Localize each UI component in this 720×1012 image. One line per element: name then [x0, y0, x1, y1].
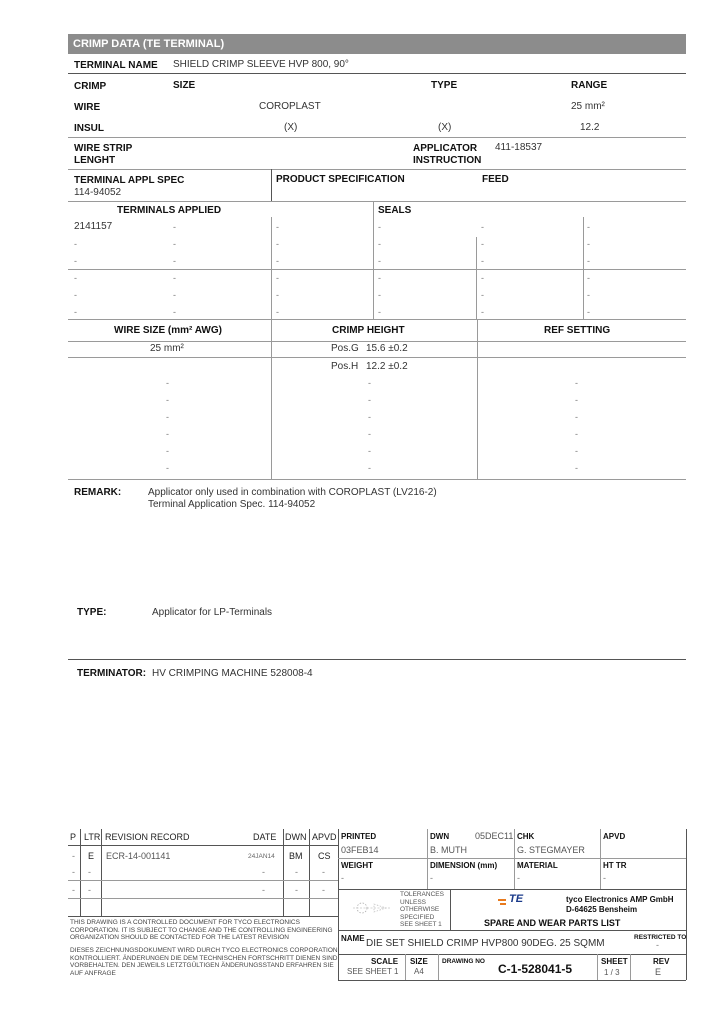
size-label: SIZE: [410, 957, 428, 966]
empty-cell-dash: -: [166, 463, 169, 473]
empty-cell-dash: -: [587, 256, 590, 266]
empty-cell-dash: -: [88, 885, 91, 895]
appl-spec-value: 114-94052: [74, 187, 122, 198]
empty-cell-dash: -: [166, 395, 169, 405]
empty-cell-dash: -: [378, 290, 381, 300]
divider: [309, 829, 310, 916]
empty-cell-dash: -: [166, 412, 169, 422]
wire-size-value: COROPLAST: [259, 101, 321, 112]
pos-g-value: 15.6 ±0.2: [366, 343, 408, 354]
restricted-label: RESTRICTED TO: [634, 934, 687, 941]
insul-range-value: 12.2: [580, 122, 600, 133]
empty-cell-dash: -: [368, 395, 371, 405]
divider: [68, 169, 686, 170]
dimension-label: DIMENSION (mm): [430, 861, 498, 870]
empty-cell-dash: -: [575, 429, 578, 439]
empty-cell-dash: -: [74, 239, 77, 249]
divider: [68, 479, 686, 480]
divider: [338, 858, 686, 859]
empty-cell-dash: -: [166, 378, 169, 388]
crimp-height-label: CRIMP HEIGHT: [332, 325, 405, 336]
scale-value: SEE SHEET 1: [347, 967, 399, 976]
empty-cell-dash: -: [575, 463, 578, 473]
divider: [514, 829, 515, 889]
col-type: TYPE: [431, 80, 458, 91]
divider: [68, 357, 686, 358]
printed-value: 03FEB14: [341, 845, 379, 855]
httr-label: HT TR: [603, 861, 627, 870]
rev-apvd: CS: [318, 851, 331, 861]
divider: [597, 954, 598, 980]
empty-cell-dash: -: [603, 873, 606, 883]
scale-label: SCALE: [371, 957, 399, 966]
empty-cell-dash: -: [341, 873, 344, 883]
material-label: MATERIAL: [517, 861, 558, 870]
rev-ltr: E: [88, 851, 95, 861]
empty-cell-dash: -: [295, 867, 298, 877]
divider: [450, 889, 451, 930]
empty-cell-dash: -: [166, 446, 169, 456]
empty-cell-dash: -: [74, 307, 77, 317]
pos-h-value: 12.2 ±0.2: [366, 361, 408, 372]
product-spec-label: PRODUCT SPECIFICATION: [276, 174, 405, 185]
col-range: RANGE: [571, 80, 608, 91]
empty-cell-dash: -: [575, 395, 578, 405]
empty-cell-dash: -: [262, 885, 265, 895]
rev-col-apvd: APVD: [312, 832, 337, 842]
divider: [583, 217, 584, 319]
empty-cell-dash: -: [72, 885, 75, 895]
rev-col-record: REVISION RECORD: [105, 832, 190, 842]
empty-cell-dash: -: [173, 273, 176, 283]
empty-cell-dash: -: [517, 873, 520, 883]
divider: [271, 217, 272, 319]
type-value: Applicator for LP-Terminals: [152, 607, 273, 618]
empty-cell-dash: -: [575, 446, 578, 456]
header-bar: [68, 34, 686, 54]
tolerance-note: TOLERANCES UNLESS OTHERWISE SPECIFIED SEE SHEET 1: [400, 891, 444, 928]
empty-cell-dash: -: [481, 290, 484, 300]
empty-cell-dash: -: [368, 463, 371, 473]
empty-cell-dash: -: [74, 290, 77, 300]
empty-cell-dash: -: [276, 239, 279, 249]
divider: [338, 889, 686, 890]
empty-cell-dash: -: [378, 256, 381, 266]
restricted-dash: -: [656, 940, 659, 950]
applicator-label: APPLICATOR: [413, 143, 478, 154]
insul-type-value: (X): [438, 122, 452, 133]
dwn-name: B. MUTH: [430, 845, 467, 855]
insul-size-value: (X): [284, 122, 298, 133]
drawing-no-value: C-1-528041-5: [498, 962, 573, 976]
empty-cell-dash: -: [173, 222, 176, 232]
wire-size-value: 25 mm²: [150, 343, 184, 354]
empty-cell-dash: -: [481, 273, 484, 283]
empty-cell-dash: -: [276, 222, 279, 232]
empty-cell-dash: -: [481, 307, 484, 317]
divider: [68, 916, 338, 917]
company-city: D-64625 Bensheim: [566, 905, 638, 914]
divider: [68, 898, 338, 899]
page-title: CRIMP DATA (TE TERMINAL): [73, 38, 225, 50]
insul-label: INSUL: [74, 123, 104, 134]
empty-cell-dash: -: [276, 273, 279, 283]
length-label: LENGHT: [74, 155, 116, 166]
empty-cell-dash: -: [74, 256, 77, 266]
divider: [68, 269, 686, 270]
empty-cell-dash: -: [322, 867, 325, 877]
empty-cell-dash: -: [587, 222, 590, 232]
dwn-label: DWN: [430, 832, 450, 841]
empty-cell-dash: -: [481, 256, 484, 266]
terminals-applied-label: TERMINALS APPLIED: [117, 205, 222, 216]
chk-label: CHK: [517, 832, 535, 841]
divider: [477, 319, 478, 479]
divider: [80, 829, 81, 916]
empty-cell-dash: -: [88, 867, 91, 877]
divider: [283, 829, 284, 916]
terminator-value: HV CRIMPING MACHINE 528008-4: [152, 668, 313, 679]
applicator-value: 411-18537: [495, 142, 543, 153]
divider: [68, 319, 686, 320]
terminal-part-number: 2141157: [74, 221, 113, 232]
empty-cell-dash: -: [276, 290, 279, 300]
empty-cell-dash: -: [378, 273, 381, 283]
terminal-name-value: SHIELD CRIMP SLEEVE HVP 800, 90°: [173, 59, 349, 70]
empty-cell-dash: -: [587, 273, 590, 283]
empty-cell-dash: -: [587, 307, 590, 317]
divider: [373, 201, 374, 319]
apvd-label: APVD: [603, 832, 626, 841]
empty-cell-dash: -: [368, 378, 371, 388]
empty-cell-dash: -: [368, 446, 371, 456]
empty-cell-dash: -: [276, 256, 279, 266]
empty-cell-dash: -: [368, 429, 371, 439]
divider: [68, 73, 686, 74]
size-value: A4: [414, 967, 424, 976]
wire-range-value: 25 mm²: [571, 101, 605, 112]
rev-date: 24JAN14: [248, 853, 275, 860]
chk-name: G. STEGMAYER: [517, 845, 585, 855]
rev-col-ltr: LTR: [84, 832, 101, 842]
divider: [68, 880, 338, 881]
dimension-sketch: [352, 900, 392, 916]
name-label: NAME: [341, 934, 365, 943]
seals-label: SEALS: [378, 205, 412, 216]
drawing-no-label: DRAWING NO: [442, 958, 485, 965]
type-label: TYPE:: [77, 607, 107, 618]
empty-cell-dash: -: [166, 429, 169, 439]
empty-cell-dash: -: [368, 412, 371, 422]
divider: [271, 169, 272, 201]
empty-cell-dash: -: [575, 412, 578, 422]
divider: [338, 954, 686, 955]
remark-line-1: Applicator only used in combination with COROPLAST (LV216-2): [148, 487, 437, 498]
rev-dwn: BM: [289, 851, 303, 861]
empty-cell-dash: -: [481, 222, 484, 232]
col-size: SIZE: [173, 80, 196, 91]
empty-cell-dash: -: [587, 290, 590, 300]
terminator-label: TERMINATOR:: [77, 668, 147, 679]
weight-label: WEIGHT: [341, 861, 373, 870]
divider: [338, 980, 686, 981]
sheet-title: SPARE AND WEAR PARTS LIST: [484, 918, 621, 928]
rev-dash: -: [72, 851, 75, 861]
sheet-value: 1 / 3: [604, 968, 620, 977]
wire-size-label: WIRE SIZE (mm² AWG): [114, 325, 222, 336]
remark-line-2: Terminal Application Spec. 114-94052: [148, 499, 316, 510]
name-value: DIE SET SHIELD CRIMP HVP800 90DEG. 25 SQMM: [366, 938, 605, 949]
sheet-label: SHEET: [601, 957, 628, 966]
empty-cell-dash: -: [295, 885, 298, 895]
appl-spec-label: TERMINAL APPL SPEC: [74, 175, 185, 186]
divider: [600, 829, 601, 889]
notice-english: THIS DRAWING IS A CONTROLLED DOCUMENT FOR TYCO ELECTRONICS CORPORATION. IT IS SUBJECT TO CHANGE AND THE CONTROLLING ENGINEERING ORGANIZATION SHOULD BE CONTACTED FOR THE LATEST REVISION: [70, 919, 333, 941]
divider: [68, 201, 686, 202]
divider: [405, 954, 406, 980]
wire-label: WIRE: [74, 102, 101, 113]
empty-cell-dash: -: [378, 222, 381, 232]
te-logo-text: TE: [509, 893, 524, 905]
empty-cell-dash: -: [587, 239, 590, 249]
divider: [686, 829, 687, 980]
feed-label: FEED: [482, 174, 509, 185]
remark-label: REMARK:: [74, 487, 122, 498]
printed-label: PRINTED: [341, 832, 377, 841]
instruction-label: INSTRUCTION: [413, 155, 482, 166]
empty-cell-dash: -: [72, 867, 75, 877]
pos-h-label: Pos.H: [331, 361, 359, 372]
empty-cell-dash: -: [575, 378, 578, 388]
divider: [338, 930, 686, 931]
empty-cell-dash: -: [430, 873, 433, 883]
divider: [338, 829, 339, 980]
divider: [101, 829, 102, 916]
ref-setting-label: REF SETTING: [544, 325, 611, 336]
empty-cell-dash: -: [173, 256, 176, 266]
rev-col-p: P: [70, 832, 77, 842]
empty-cell-dash: -: [262, 867, 265, 877]
divider: [427, 829, 428, 889]
te-logo-icon: [498, 895, 530, 907]
rev-value: E: [655, 967, 662, 977]
terminal-name-label: TERMINAL NAME: [74, 60, 158, 71]
empty-cell-dash: -: [378, 307, 381, 317]
empty-cell-dash: -: [173, 307, 176, 317]
divider: [630, 954, 631, 980]
pos-g-label: Pos.G: [331, 343, 359, 354]
divider: [476, 237, 477, 319]
divider: [271, 319, 272, 479]
divider: [438, 954, 439, 980]
rev-col-dwn: DWN: [285, 832, 307, 842]
divider: [68, 341, 686, 342]
empty-cell-dash: -: [322, 885, 325, 895]
empty-cell-dash: -: [173, 239, 176, 249]
wire-strip-label: WIRE STRIP: [74, 143, 133, 154]
col-crimp: CRIMP: [74, 81, 107, 92]
notice-german: DIESES ZEICHNUNGSDOKUMENT WIRD DURCH TYCO ELECTRONICS CORPORATION KONTROLLIERT. ÄNDERUNGEN DIE DEM TECHNISCHEN FORTSCHRITT DIENEN SIND VORBEHALTEN. DEN JEWEILS LETZTGÜLTIGEN ÄNDERUNGSSTAND ERFAHREN SIE AUF ANFRAGE: [70, 947, 338, 977]
rev-record: ECR-14-001141: [106, 851, 171, 861]
rev-col-date: DATE: [253, 832, 277, 842]
empty-cell-dash: -: [481, 239, 484, 249]
divider: [68, 137, 686, 138]
empty-cell-dash: -: [276, 307, 279, 317]
empty-cell-dash: -: [378, 239, 381, 249]
divider: [68, 845, 338, 846]
divider: [68, 659, 686, 660]
dwn-date: 05DEC11: [475, 831, 514, 841]
rev-label: REV: [653, 957, 670, 966]
empty-cell-dash: -: [173, 290, 176, 300]
empty-cell-dash: -: [74, 273, 77, 283]
company-name: tyco Electronics AMP GmbH: [566, 895, 674, 904]
